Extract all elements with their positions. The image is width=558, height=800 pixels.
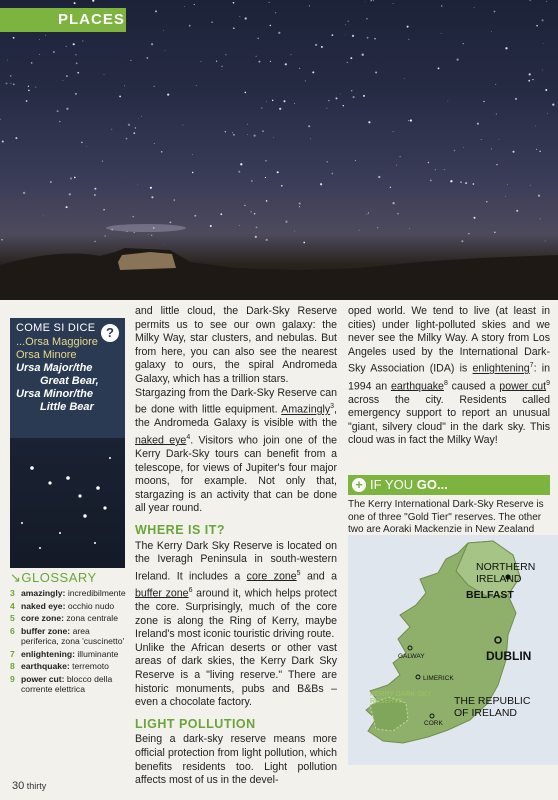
paragraph: Stargazing from the Dark-Sky Reserve can be done with little equipment. Amazingly$^3$, the Andromeda Galaxy is visible with the naked eye$^4$. Visitors who join one of the Kerry Dark-Sky tours can benefit from a telescope, for views of Jupiter's four major moons, for example. Not only that, stargazing is an activity that can be done all year round.	[135, 386, 337, 515]
if-you-go-text: The Kerry International Dark-Sky Reserve is one of three "Gold Tier" reserves. The other two are Aoraki Mackenzie in New Zealand	[348, 499, 550, 562]
label-dublin: DUBLIN	[486, 649, 532, 663]
label-limerick: LIMERICK	[423, 675, 454, 682]
label-cork: CORK	[424, 720, 443, 727]
if-you-go-bar	[348, 475, 550, 495]
page-word: thirty	[26, 781, 47, 791]
label-galway: GALWAY	[398, 653, 425, 660]
paragraph: Being a dark-sky reserve means more official protection from light pollution, which benefits residents too. Light pollution affects most of us in the devel-	[135, 733, 337, 787]
heading-light-pollution: LIGHT POLLUTION	[135, 716, 256, 731]
hill-silhouette	[0, 248, 558, 300]
glossary-item: 7 enlightening: illuminante	[10, 648, 119, 659]
glossary-title: GLOSSARY	[21, 570, 97, 585]
arrow-icon: ↘	[10, 570, 22, 585]
label-northern-ireland: NORTHERN IRELAND	[476, 561, 536, 585]
label-belfast: BELFAST	[466, 589, 514, 601]
heading-where-is-it: WHERE IS IT?	[135, 522, 226, 537]
section-tab: PLACES	[0, 8, 126, 32]
night-sky-photo	[0, 0, 558, 300]
glossary-item: 5 core zone: zona centrale	[10, 613, 118, 623]
english-term-3: Ursa Minor/the	[16, 388, 94, 400]
paragraph: The Kerry Dark Sky Reserve is located on the Iveragh Peninsula in south-western Ireland. It includes a core zone$^5$ and a buffer zone$^6$ around it, which helps protect the core. Surprisingly, much of the core zone is along the Ring of Kerry, maybe Ireland's most iconic touristic driving route.	[135, 539, 337, 641]
italian-term-1: ...Orsa Maggiore	[16, 336, 98, 348]
article-column-2	[348, 305, 550, 448]
glossary-item: 9 power cut: blocco della corrente elettrica	[10, 673, 113, 694]
english-term-1: Ursa Major/the	[16, 362, 93, 374]
come-si-dice-box	[10, 318, 125, 438]
english-term-2: Great Bear,	[40, 375, 99, 387]
paragraph: oped world. We tend to live (at least in cities) under light-polluted skies and we never see the Milky Way. A story from Los Angeles used by the International Dark-Sky Association (IDA) is enlightening$^7$: in 1994 an earthquake$^8$ caused a power cut$^9$ across the city. Residents called emergency support to report an unusual "giant, silvery cloud" in the dark sky. This cloud was in fact the Milky Way!	[348, 305, 550, 447]
italian-term-2: Orsa Minore	[16, 349, 77, 361]
glossary-item: 3 amazingly: incredibilmente	[10, 588, 126, 598]
ireland-map	[348, 535, 558, 765]
article-column-1	[135, 305, 337, 788]
plus-icon: +	[352, 478, 366, 492]
if-you-go-label: IF YOU	[370, 477, 417, 492]
glossary-item: 6 buffer zone: area periferica, zona 'cuscinetto'	[10, 625, 125, 646]
ruin-building	[118, 252, 176, 270]
cloud-wisp	[106, 224, 186, 232]
glossary-item: 8 earthquake: terremoto	[10, 661, 109, 671]
english-term-4: Little Bear	[40, 401, 94, 413]
paragraph: and little cloud, the Dark-Sky Reserve permits us to see our own galaxy: the Milky Way, star clusters, and nebulas. But from here, you can also see the nearest galaxy to ours, the spiral Andromeda Galaxy, which has a trillion stars.	[135, 305, 337, 385]
question-icon: ?	[101, 324, 119, 342]
page-footer	[12, 780, 46, 792]
label-kerry-reserve: KERRY DARK-SKY RESERVE	[370, 691, 432, 705]
glossary-item: 4 naked eye: occhio nudo	[10, 600, 115, 611]
come-si-dice-title: COME SI DICE	[16, 322, 96, 334]
glossary	[10, 570, 128, 697]
paragraph: Unlike the African deserts or other vast areas of dark skies, the Kerry Dark Sky Reserve is a "living reserve." There are historic monuments, pubs and B&Bs – even a chocolate factory.	[135, 641, 337, 709]
page-number: 30	[12, 780, 25, 792]
label-republic-of-ireland: THE REPUBLIC OF IRELAND	[454, 695, 531, 719]
if-you-go-label-bold: GO...	[416, 477, 448, 492]
stars-layer	[0, 0, 558, 300]
